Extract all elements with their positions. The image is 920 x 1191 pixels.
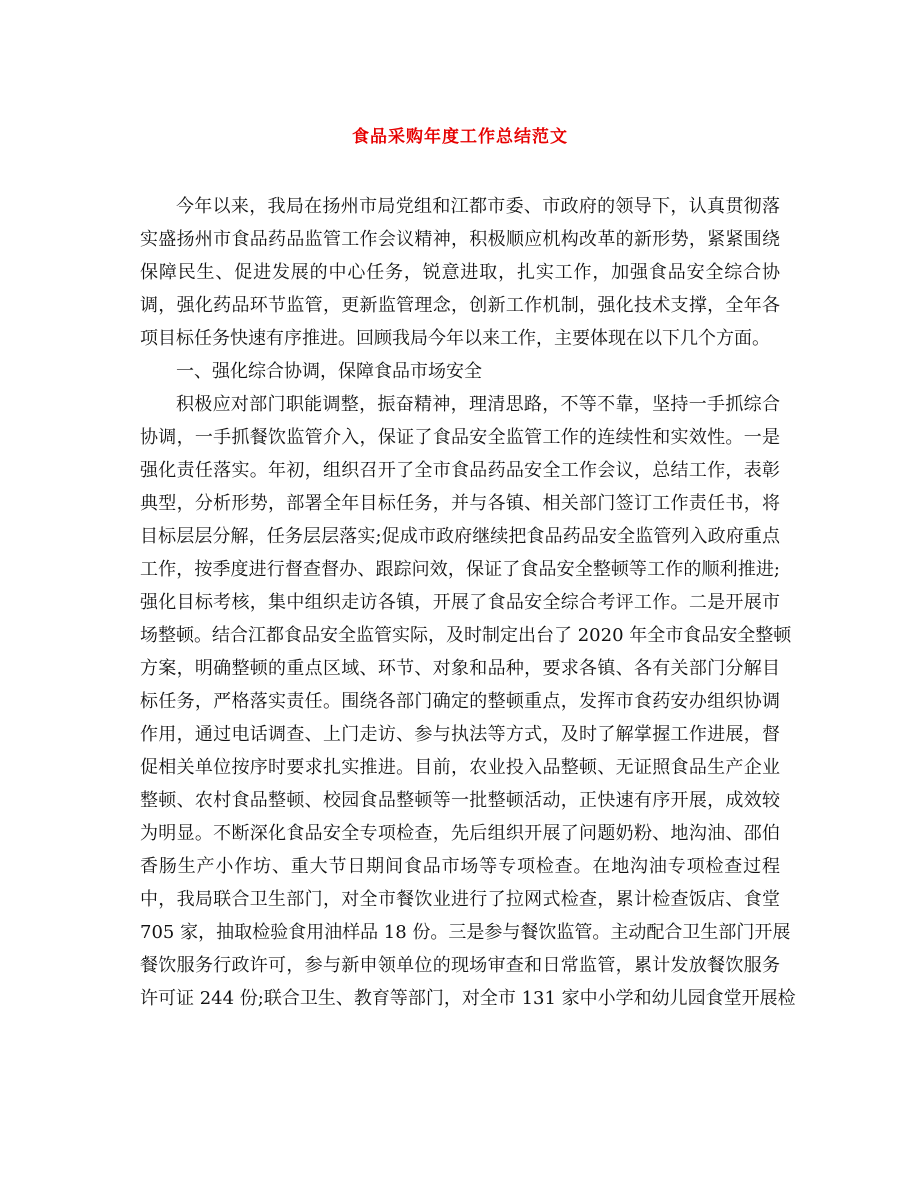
paragraph-line: 实盛扬州市食品药品监管工作会议精神，积极顺应机构改革的新形势，紧紧围绕 [140,229,780,250]
paragraph-line: 调，强化药品环节监管，更新监管理念，创新工作机制，强化技术支撑，全年各 [140,295,780,316]
paragraph-line: 许可证 244 份;联合卫生、教育等部门，对全市 131 家中小学和幼儿园食堂开展检 [140,988,796,1009]
paragraph-line: 方案，明确整顿的重点区域、环节、对象和品种，要求各镇、各有关部门分解目 [140,658,780,679]
paragraph-line: 香肠生产小作坊、重大节日期间食品市场等专项检查。在地沟油专项检查过程 [140,856,780,877]
paragraph-line: 一、强化综合协调，保障食品市场安全 [176,361,482,382]
paragraph-line: 705 家，抽取检验食用油样品 18 份。三是参与餐饮监管。主动配合卫生部门开展 [140,922,791,943]
paragraph-line: 场整顿。结合江都食品安全监管实际，及时制定出台了 2020 年全市食品安全整顿 [140,625,792,646]
paragraph-line: 标任务，严格落实责任。围绕各部门确定的整顿重点，发挥市食药安办组织协调 [140,691,780,712]
document-title: 食品采购年度工作总结范文 [352,127,568,147]
paragraph-line: 整顿、农村食品整顿、校园食品整顿等一批整顿活动，正快速有序开展，成效较 [140,790,780,811]
paragraph-line: 促相关单位按序时要求扎实推进。目前，农业投入品整顿、无证照食品生产企业 [140,757,780,778]
paragraph-line: 作用，通过电话调查、上门走访、参与执法等方式，及时了解掌握工作进展，督 [140,724,780,745]
paragraph-line: 项目标任务快速有序推进。回顾我局今年以来工作，主要体现在以下几个方面。 [140,328,770,349]
paragraph-line: 今年以来，我局在扬州市局党组和江都市委、市政府的领导下，认真贯彻落 [176,196,780,217]
paragraph-line: 强化责任落实。年初，组织召开了全市食品药品安全工作会议，总结工作，表彰 [140,460,780,481]
paragraph-line: 中，我局联合卫生部门，对全市餐饮业进行了拉网式检查，累计检查饭店、食堂 [140,889,780,910]
paragraph-line: 协调，一手抓餐饮监管介入，保证了食品安全监管工作的连续性和实效性。一是 [140,427,780,448]
paragraph-line: 工作，按季度进行督查督办、跟踪问效，保证了食品安全整顿等工作的顺利推进; [140,559,780,580]
document-body [140,190,796,1015]
paragraph-line: 强化目标考核，集中组织走访各镇，开展了食品安全综合考评工作。二是开展市 [140,592,780,613]
paragraph-line: 积极应对部门职能调整，振奋精神，理清思路，不等不靠，坚持一手抓综合 [176,394,780,415]
paragraph-line: 餐饮服务行政许可，参与新申领单位的现场审查和日常监管，累计发放餐饮服务 [140,955,780,976]
paragraph-line: 为明显。不断深化食品安全专项检查，先后组织开展了问题奶粉、地沟油、邵伯 [140,823,780,844]
paragraph-line: 目标层层分解，任务层层落实;促成市政府继续把食品药品安全监管列入政府重点 [140,526,780,547]
paragraph-line: 典型，分析形势，部署全年目标任务，并与各镇、相关部门签订工作责任书，将 [140,493,780,514]
paragraph-line: 保障民生、促进发展的中心任务，锐意进取，扎实工作，加强食品安全综合协 [140,262,780,283]
